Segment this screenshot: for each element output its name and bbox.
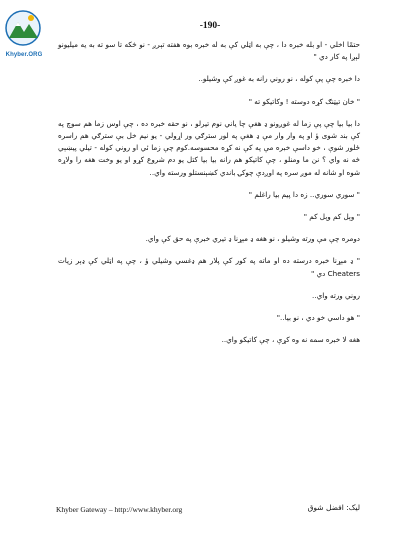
paragraph: دا خبره چې پې کوله ، نو روني رانه به غوږ کې وشيلو.. — [198, 74, 360, 84]
paragraph: " وېل کم وېل کم " — [303, 212, 360, 222]
paragraph: " هو داسي خو دي ، نو بيا.." — [276, 313, 360, 323]
page-number: -190- — [199, 21, 221, 31]
paragraph: دا بيا بيا چې پې زما له غوږونو ډ هغې چا ياني نوم تيرلو ، نو حقه خبره ده ، چې اوس زما هم سوچ په کې بند شوی ؤ او په وار وار مې ډ هغې په لور سترګي ور اړولي - يو نيم خل بې سترګي هم راسره ځلور شوې ، خو داسې خبره مې په کې نه کړه محسوسه.کوم چې زما ئي او روني کوله - تيلي پيښېي څه نه واي ؟ نن ما ومنلو ، چې کاتيکو هم رانه بيا بيا کتل يو دم شروع کړو او يو وخت هغه را ولاړه شوه او شانه له موږ سره په اوږدې چوکۍ باندي کښېنستلو ورسته واي.. — [58, 118, 360, 177]
paragraph: روني ورته واي.. — [312, 290, 360, 300]
paragraph: حتمًا اخلي - او بله خبره دا ، چې به اټلي کې به له خبره بوه هفته تېرږ - نو څکه تا سو ته به يه ميليونو لېږا په کار دي " — [58, 40, 360, 62]
paragraph: دومره چې مې ورته وشيلو ، نو هغه ډ مېړنا ډ تيري خبرې په حق کې واي. — [145, 234, 360, 244]
logo-caption: Khyber.ORG — [5, 52, 43, 58]
paragraph: " سوري سوري.. زه دا پيم بيا راغلم " — [248, 189, 360, 199]
paragraph: " خان تيټنګ کړه دوسته ! وکاتيکو ته " — [248, 96, 360, 106]
footer-source: Khyber Gateway – http://www.khyber.org — [56, 505, 183, 514]
page-body — [58, 39, 360, 356]
paragraph: " ډ مېړنا خبره درسته ده او ماته په کور کې پلار هم ډغسي وشيلي ؤ ، چې په اټلي کې ډېر زيات Cheaters دي " — [58, 256, 360, 278]
paragraph: هغه لا خبره سمه نه وه کړې ، چې کاتيکو واي.. — [221, 335, 360, 345]
footer-author: لیک: افضل شوق — [307, 503, 360, 512]
